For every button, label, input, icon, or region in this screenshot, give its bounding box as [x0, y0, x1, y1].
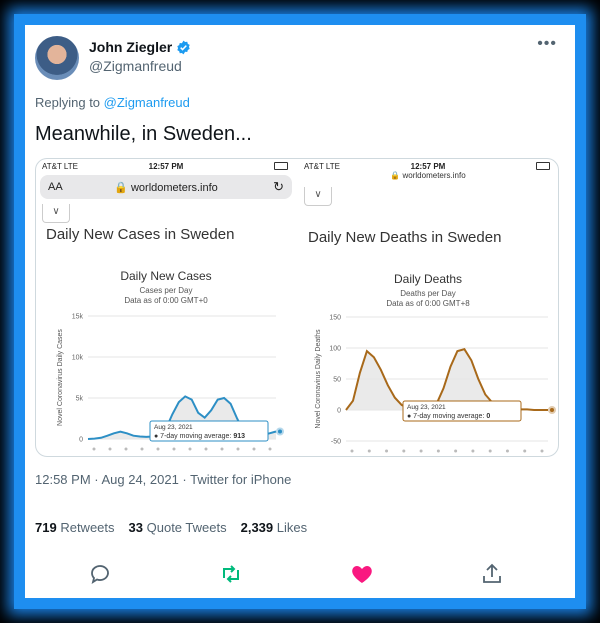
author-name-row	[89, 39, 191, 55]
x-tick-mark	[173, 448, 176, 451]
carrier-label: AT&T LTE	[42, 162, 79, 171]
tooltip-label: ● 7-day moving average:	[407, 413, 487, 420]
url-domain: worldometers.info	[130, 182, 218, 194]
chart-title: Daily New Cases	[120, 269, 212, 283]
chart-subtitle: Cases per Day	[139, 286, 193, 295]
retweets-count: 719	[35, 520, 57, 535]
reply-icon[interactable]	[88, 562, 112, 586]
clock-label: 12:57 PM	[410, 162, 446, 171]
x-tick-mark	[402, 450, 405, 453]
tooltip-value: 913	[233, 433, 246, 440]
more-options-icon[interactable]: •••	[537, 35, 557, 52]
x-tick-mark	[489, 450, 492, 453]
deaths-chart	[298, 159, 558, 456]
x-tick-mark	[125, 448, 128, 451]
url-text: 🔒 worldometers.info	[114, 182, 218, 194]
x-tick-mark	[109, 448, 112, 451]
x-tick-mark	[157, 448, 160, 451]
likes-stat[interactable]	[241, 520, 308, 535]
x-tick-mark	[189, 448, 192, 451]
page-heading: Daily New Deaths in Sweden	[308, 229, 502, 246]
x-tick-mark	[368, 450, 371, 453]
x-tick-mark	[205, 448, 208, 451]
last-point-marker	[278, 430, 282, 434]
x-tick-mark	[437, 450, 440, 453]
x-tick-mark	[237, 448, 240, 451]
x-tick-mark	[221, 448, 224, 451]
share-icon[interactable]	[480, 562, 504, 586]
quotes-stat[interactable]	[129, 520, 227, 535]
y-tick-label: 50	[333, 376, 341, 384]
y-tick-label: 0	[337, 407, 341, 415]
author-handle[interactable]: @Zigmanfreud	[89, 58, 182, 74]
tooltip-value: 0	[486, 413, 491, 420]
y-axis-label: Novel Coronavirus Daily Cases	[57, 329, 64, 426]
x-tick-mark	[269, 448, 272, 451]
cases-chart	[36, 159, 296, 456]
y-axis-label: Novel Coronavirus Daily Deaths	[315, 329, 322, 429]
y-tick-label: 0	[79, 436, 83, 444]
like-icon[interactable]	[350, 562, 374, 586]
avatar[interactable]	[35, 36, 79, 80]
clock-label: 12:57 PM	[148, 162, 184, 171]
x-tick-mark	[385, 450, 388, 453]
x-tick-mark	[141, 448, 144, 451]
replying-to-link[interactable]: @Zigmanfreud	[103, 95, 190, 110]
replying-to	[35, 95, 190, 110]
chart-subtitle: Deaths per Day	[400, 289, 456, 298]
likes-count: 2,339	[240, 520, 274, 535]
tweet-stats	[35, 520, 307, 535]
y-tick-label: 5k	[75, 395, 83, 403]
tweet-card	[25, 25, 575, 598]
carrier-label: AT&T LTE	[304, 162, 341, 171]
tweet-timestamp[interactable]: 12:58 PM · Aug 24, 2021 · Twitter for iPhone	[35, 472, 292, 487]
chart-subtitle-2: Data as of 0:00 GMT+0	[124, 296, 208, 305]
url-domain: worldometers.info	[402, 171, 466, 180]
retweets-label: Retweets	[60, 520, 115, 535]
x-tick-mark	[351, 450, 354, 453]
text-size-label: AA	[48, 181, 63, 193]
quotes-label: Quote Tweets	[146, 520, 227, 535]
action-bar	[25, 562, 575, 586]
x-tick-mark	[506, 450, 509, 453]
author-name[interactable]: John Ziegler	[89, 39, 173, 55]
likes-label: Likes	[276, 520, 308, 535]
tooltip-label: ● 7-day moving average:	[154, 433, 234, 440]
y-tick-label: 15k	[71, 313, 83, 321]
chart-subtitle-2: Data as of 0:00 GMT+8	[386, 299, 470, 308]
reload-icon: ↻	[273, 179, 284, 194]
x-tick-mark	[253, 448, 256, 451]
y-tick-label: -50	[330, 438, 341, 446]
tweet-media[interactable]	[35, 158, 559, 457]
x-tick-mark	[93, 448, 96, 451]
y-tick-label: 100	[329, 345, 341, 353]
x-tick-mark	[541, 450, 544, 453]
replying-to-prefix: Replying to	[35, 95, 101, 110]
x-tick-mark	[420, 450, 423, 453]
retweets-stat[interactable]	[35, 520, 115, 535]
screenshot-deaths	[298, 159, 558, 456]
screenshot-cases	[36, 159, 296, 456]
tooltip-text	[154, 433, 245, 440]
url-text: 🔒 worldometers.info	[390, 171, 466, 180]
x-tick-mark	[523, 450, 526, 453]
x-tick-mark	[454, 450, 457, 453]
tooltip-date: Aug 23, 2021	[154, 424, 193, 431]
chart-title: Daily Deaths	[393, 272, 463, 286]
tooltip-text	[407, 413, 490, 420]
tooltip-date: Aug 23, 2021	[407, 404, 446, 411]
tweet-text: Meanwhile, in Sweden...	[35, 123, 252, 145]
quotes-count: 33	[128, 520, 143, 535]
chevron-down-icon: ∨	[42, 204, 70, 223]
y-tick-label: 150	[329, 314, 341, 322]
last-point-marker	[550, 408, 554, 412]
page-heading: Daily New Cases in Sweden	[46, 226, 235, 243]
chevron-down-icon: ∨	[304, 187, 332, 206]
retweet-icon[interactable]	[219, 562, 243, 586]
x-tick-mark	[471, 450, 474, 453]
verified-badge-icon	[176, 40, 191, 55]
y-tick-label: 10k	[71, 354, 83, 362]
